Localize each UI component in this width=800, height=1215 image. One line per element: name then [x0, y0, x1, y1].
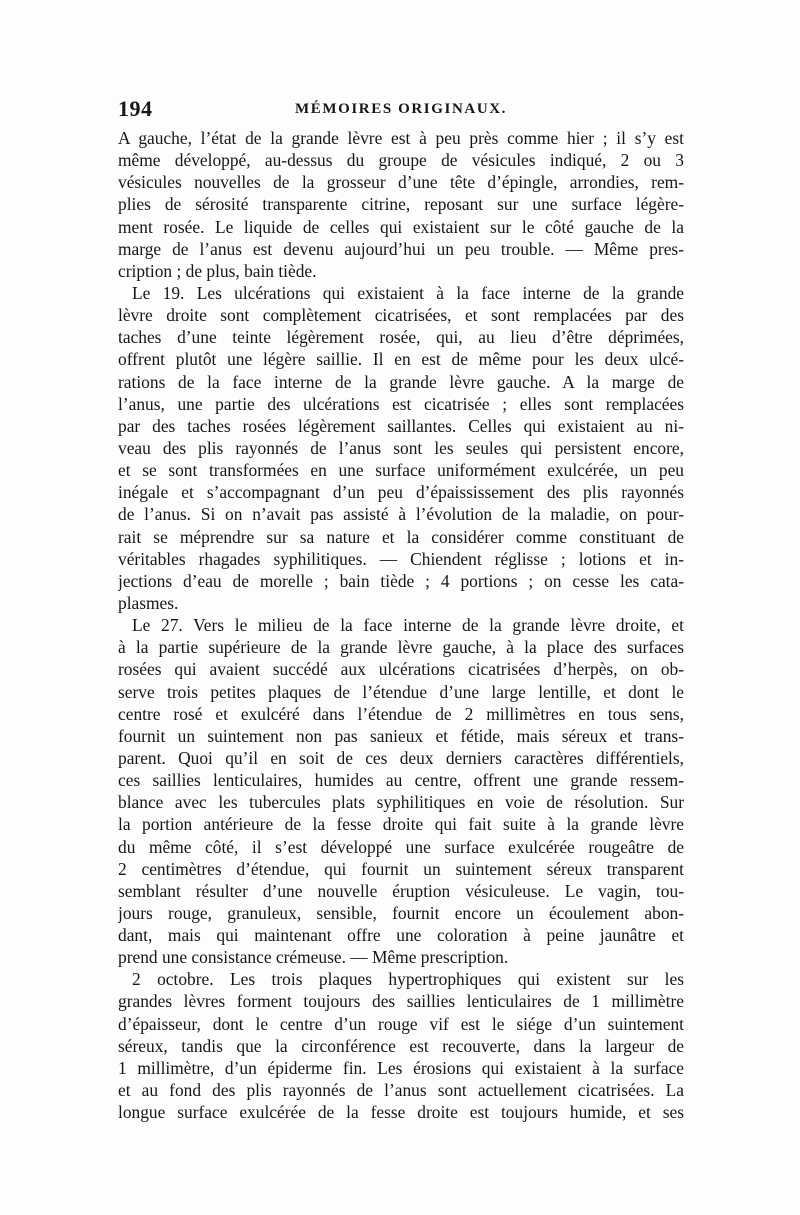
text-line: et se sont transformées en une surface uniformément exulcérée, un peu: [118, 460, 684, 481]
text-line: et au fond des plis rayonnés de l’anus sont actuellement cicatrisées. La: [118, 1080, 684, 1101]
text-line: véritables rhagades syphilitiques. — Chiendent réglisse ; lotions et in-: [118, 548, 684, 569]
text-line: rait se méprendre sur sa nature et la considérer comme constituant de: [118, 526, 684, 547]
text-line: rosées qui avaient succédé aux ulcérations cicatrisées d’herpès, on ob-: [118, 659, 684, 680]
text-line: lèvre droite sont complètement cicatrisées, et sont remplacées par des: [118, 305, 684, 326]
text-line: rations de la face interne de la grande lèvre gauche. A la marge de: [118, 371, 684, 392]
page-number: 194: [118, 96, 153, 121]
text-line: jours rouge, granuleux, sensible, fournit encore un écoulement abon-: [118, 902, 684, 923]
text-line: taches d’une teinte légèrement rosée, qui, au lieu d’être déprimées,: [118, 327, 684, 348]
text-line: par des taches rosées légèrement saillantes. Celles qui existaient au ni-: [118, 415, 684, 436]
text-line: semblant résulter d’une nouvelle éruption vésiculeuse. Le vagin, tou-: [118, 880, 684, 901]
text-line: du même côté, il s’est développé une surface exulcérée rougeâtre de: [118, 836, 684, 857]
text-line: la portion antérieure de la fesse droite qui fait suite à la grande lèvre: [118, 814, 684, 835]
text-line: Le 19. Les ulcérations qui existaient à la face interne de la grande: [132, 282, 684, 303]
text-line: cription ; de plus, bain tiède.: [118, 260, 317, 281]
page-header: [118, 96, 684, 130]
text-line: parent. Quoi qu’il en soit de ces deux derniers caractères différentiels,: [118, 747, 684, 768]
text-line: plies de sérosité transparente citrine, reposant sur une surface légère-: [118, 194, 684, 215]
text-line: 2 octobre. Les trois plaques hypertrophiques qui existent sur les: [132, 969, 684, 990]
text-line: 1 millimètre, d’un épiderme fin. Les érosions qui existaient à la surface: [118, 1057, 684, 1078]
body-text: [118, 127, 684, 1123]
text-line: plasmes.: [118, 592, 179, 613]
running-head: MÉMOIRES ORIGINAUX.: [294, 101, 508, 117]
text-line: fournit un suintement non pas sanieux et fétide, mais séreux et trans-: [118, 725, 684, 746]
text-line: blance avec les tubercules plats syphilitiques en voie de résolution. Sur: [118, 792, 684, 813]
text-line: jections d’eau de morelle ; bain tiède ; 4 portions ; on cesse les cata-: [118, 570, 684, 591]
text-line: inégale et s’accompagnant d’un peu d’épaississement des plis rayonnés: [118, 482, 684, 503]
text-line: séreux, tandis que la circonférence est recouverte, dans la largeur de: [118, 1035, 684, 1056]
text-line: ment rosée. Le liquide de celles qui existaient sur le côté gauche de la: [118, 216, 684, 237]
text-line: longue surface exulcérée de la fesse droite est toujours humide, et ses: [118, 1102, 684, 1123]
text-line: offrent plutôt une légère saillie. Il en est de même pour les deux ulcé-: [118, 349, 684, 370]
text-line: A gauche, l’état de la grande lèvre est à peu près comme hier ; il s’y est: [118, 128, 684, 148]
text-line: serve trois petites plaques de l’étendue d’une large lentille, et dont le: [118, 681, 684, 702]
text-line: centre rosé et exulcéré dans l’étendue de 2 millimètres en tous sens,: [118, 703, 684, 724]
text-line: Le 27. Vers le milieu de la face interne de la grande lèvre droite, et: [132, 615, 684, 636]
text-line: de l’anus. Si on n’avait pas assisté à l’évolution de la maladie, on pour-: [118, 504, 684, 525]
text-line: d’épaisseur, dont le centre d’un rouge vif est le siége d’un suintement: [118, 1013, 684, 1034]
text-line: 2 centimètres d’étendue, qui fournit un suintement séreux transparent: [118, 858, 684, 879]
text-line: à la partie supérieure de la grande lèvre gauche, à la place des surfaces: [118, 637, 684, 658]
text-line: vésicules nouvelles de la grosseur d’une tête d’épingle, arrondies, rem-: [118, 172, 684, 193]
text-line: l’anus, une partie des ulcérations est cicatrisée ; elles sont remplacées: [118, 393, 684, 414]
text-line: veau des plis rayonnés de l’anus sont les seules qui persistent encore,: [118, 437, 684, 458]
text-line: dant, mais qui maintenant offre une coloration à peine jaunâtre et: [118, 925, 684, 946]
text-line: grandes lèvres forment toujours des saillies lenticulaires de 1 millimètre: [118, 991, 684, 1012]
text-line: même développé, au-dessus du groupe de vésicules indiqué, 2 ou 3: [118, 150, 684, 171]
text-line: ces saillies lenticulaires, humides au centre, offrent une grande ressem-: [118, 770, 684, 791]
text-line: marge de l’anus est devenu aujourd’hui un peu trouble. — Même pres-: [118, 238, 684, 259]
text-line: prend une consistance crémeuse. — Même prescription.: [118, 947, 509, 968]
